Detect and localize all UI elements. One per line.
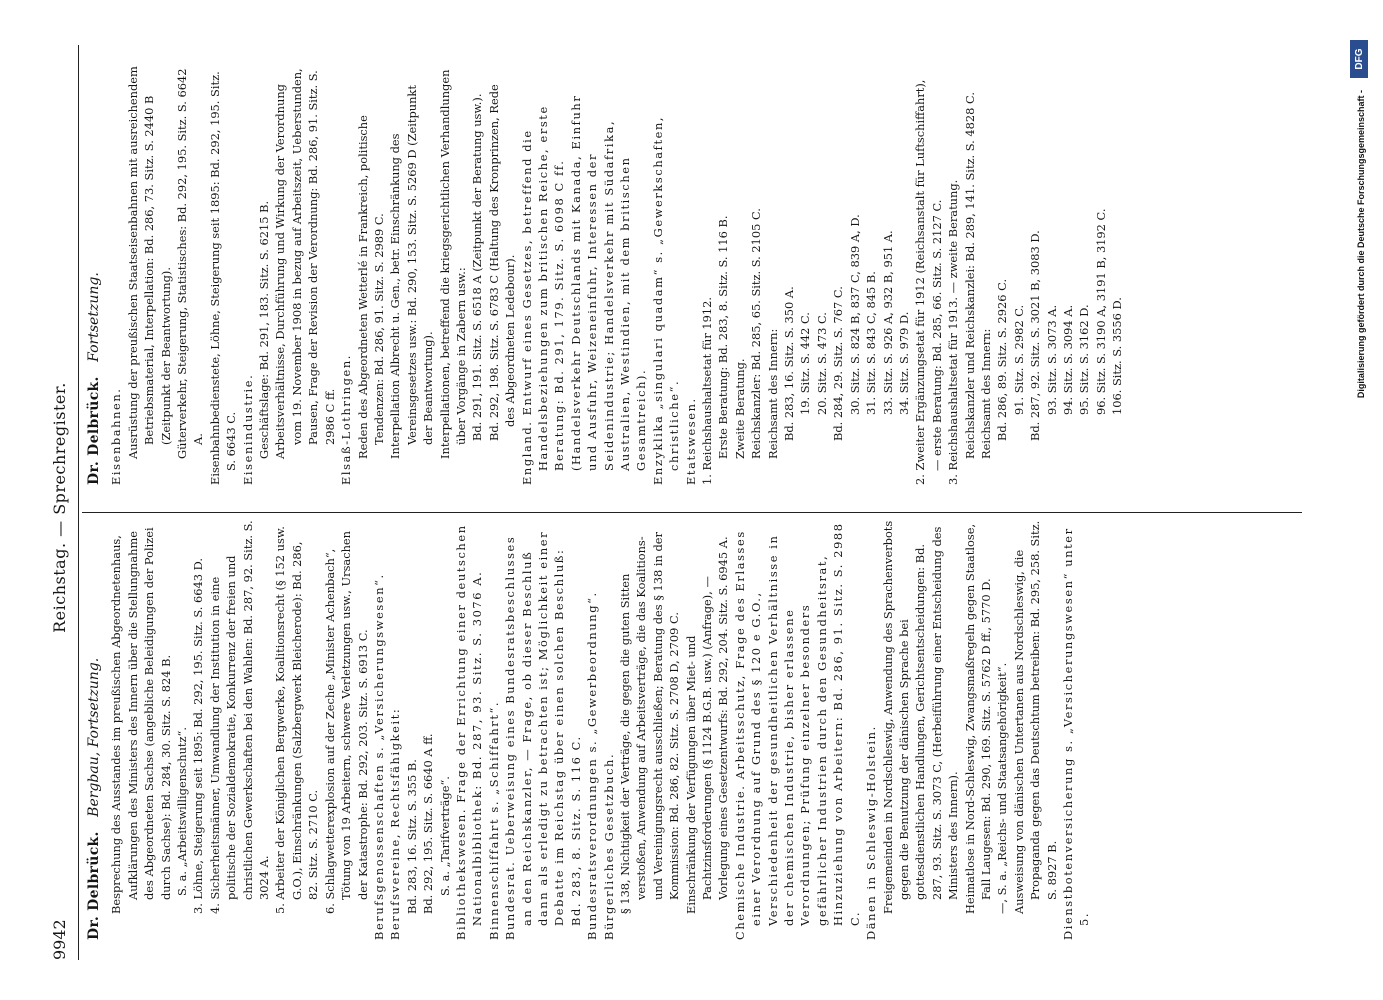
index-heading: Binnenschiffahrt s. „Schiffahrt“. [486, 700, 501, 940]
index-entry: 34. Sitz. S. 979 D. [896, 311, 911, 415]
index-entry: 2. Zweiter Ergänzungsetat für 1912 (Reichsanstalt für Luftschiffahrt), — erste Beratung: Bd. 285, 66. Sitz. S. 2127 C. [913, 79, 944, 485]
index-heading: Berufsvereine, Rechtsfähigkeit: [388, 707, 403, 940]
index-entry: 94. Sitz. S. 3094 A. [1060, 304, 1075, 415]
index-entry: Bd. 291, 191. Sitz. S. 6518 A (Zeitpunkt der Beratung usw.). [470, 93, 485, 441]
index-entry: Güterverkehr, Steigerung, Statistisches: Bd. 292, 195. Sitz. S. 6642 A. [175, 68, 206, 459]
index-heading: Dänen in Schleswig-Holstein. [864, 725, 879, 940]
index-entry: 4. Sicherheitsmänner, Umwandlung der Institution in eine politische der Sozialdemokratie, Konkurrenz der freien und christlichen Gewerkschaften bei den Wahlen: Bd. 287, 92. Sitz. S. 3024 A. [207, 520, 272, 914]
index-entry: Erste Beratung: Bd. 283, 8. Sitz. S. 116 B. [716, 215, 731, 459]
right-column-head [86, 65, 102, 485]
index-entry: 3. Löhne, Steigerung seit 1895: Bd. 292, 195. Sitz. S. 6643 D. [191, 558, 206, 914]
index-entry: Bd. 284, 29. Sitz. S. 767 C. [831, 286, 846, 441]
index-entry: Geschäftslage: Bd. 291, 183. Sitz. S. 6215 B. [257, 200, 272, 459]
index-entry: Ausweisung von dänischen Untertanen aus Nordschleswig, die Propaganda gegen das Deutschtum betreiben: Bd. 295, 258. Sitz. S. 8927 B. [1011, 520, 1059, 914]
index-entry: Reichsamt des Innern: [978, 328, 993, 459]
index-entry: Eisenbahnbedienstete, Löhne, Steigerung seit 1895: Bd. 292, 195. Sitz. S. 6643 C. [207, 71, 239, 485]
index-entry: 19. Sitz. S. 442 C. [798, 312, 813, 415]
index-entry: 6. Schlagwetterexplosion auf der Zeche „Minister Achenbach“, Tötung von 19 Arbeitern, schwere Verletzungen usw., Ursachen der Katastrophe: Bd. 292, 203. Sitz. S. 6913 C. [322, 531, 370, 914]
continuation-label: Fortsetzung. [86, 272, 102, 362]
index-entry: 95. Sitz. S. 3162 D. [1077, 304, 1092, 415]
header-rule [78, 45, 79, 960]
index-entry: Bd. 283, 16. Sitz. S. 350 A. [782, 286, 797, 441]
index-entry: 96. Sitz. S. 3190 A, 3191 B, 3192 C. [1093, 208, 1108, 415]
index-entry: Besprechung des Ausstandes im preußischen Abgeordnetenhaus, Aufklärungen des Ministers des Innern über die Stellungnahme des Abgeordneten Sachse (angebliche Beleidigungen der Polizei durch Sachse): Bd. 284, 30. Sitz. S. 824 B. [109, 527, 173, 914]
index-entry: 1. Reichshaushaltsetat für 1912. [700, 296, 715, 485]
index-heading: England. Entwurf eines Gesetzes, betreffend die Handelsbeziehungen zum britischen Reiche, erste Beratung: Bd. 291, 179. Sitz. S. 6098 C ff. (Handelsverkehr Deutschlands mit Kanada, Einfuhr und Ausfuhr, Weizeneinfuhr, Interessen der Seidenindustrie; Handelsverkehr mit Südafrika, Australien, Westindien, mit dem britischen Gesamtreich). [519, 94, 649, 485]
index-entry: Reichskanzler: Bd. 285, 65. Sitz. S. 2105 C. [749, 208, 764, 459]
index-entry: Reichskanzler und Reichskanzlei: Bd. 289, 141. Sitz. S. 4828 C. [962, 92, 977, 459]
index-entry: Bd. 287, 92. Sitz. S. 3021 B, 3083 D. [1028, 230, 1043, 441]
index-entry: S. a. „Arbeitswilligenschutz“. [175, 727, 190, 896]
page-footer [1346, 30, 1376, 970]
index-entry: 5. Arbeiter der Königlichen Bergwerke, Koalitionsrecht (§ 152 usw. G.O.), Einschränkungen (Salzbergwerk Bleicherode): Bd. 286, 82. Sitz. S. 2710 C. [273, 526, 321, 914]
index-heading: Chemische Industrie. Arbeitsschutz, Frage des Erlasses einer Verordnung auf Grund des § 120 e G.O., Verschiedenheit der gesundheitlichen Verhältnisse in der chemischen Industrie, bisher erlassene Verordnungen; Prüfung einzelner besonders gefährlicher Industrien durch den Gesundheitsrat, Hinzuziehung von Arbeitern: Bd. 286, 91. Sitz. S. 2988 C. [732, 522, 862, 940]
index-entry: Einschränkung der Verfügungen über Miet- und Pachtzinsforderungen (§ 1124 B.G.B. usw.) (Anfrage), — Vorlegung eines Gesetzentwurfs: Bd. 292, 204. Sitz. S. 6945 A. [683, 536, 731, 914]
left-column-head [86, 520, 102, 940]
right-column [86, 65, 1126, 485]
index-entry: Interpellationen, betreffend die kriegsgerichtlichen Verhandlungen über Vorgänge in Zabern usw.: [437, 69, 468, 459]
index-heading: Bürgerliches Gesetzbuch. [601, 752, 616, 940]
index-heading: Elsaß-Lothringen. [339, 353, 354, 485]
index-heading: Berufsgenossenschaften s. „Versicherungswesen“. [371, 573, 386, 940]
index-heading: Bundesrat. Ueberweisung eines Bundesratsbeschlusses an den Reichskanzler, — Frage, ob dieser Beschluß dann als erledigt zu betrachten ist; Möglichkeit einer Debatte im Reichstag über einen solchen Beschluß: Bd. 283, 8. Sitz. S. 116 C. [503, 530, 583, 940]
speaker-name: Dr. Delbrück. [86, 376, 102, 485]
index-heading: Bundesratsverordnungen s. „Gewerbeordnung“. [585, 591, 600, 940]
index-entry: 20. Sitz. S. 473 C. [814, 312, 829, 415]
speaker-name: Dr. Delbrück. [86, 831, 102, 940]
index-entry: Arbeitsverhältnisse, Durchführung und Wirkung der Verordnung vom 19. November 1908 in bezug auf Arbeitszeit, Ueberstunden, Pausen, Frage der Revision der Verordnung: Bd. 286, 91. Sitz. S. 2986 C ff. [273, 68, 337, 459]
index-entry: Reichsamt des Innern: [765, 328, 780, 459]
index-entry: Bd. 286, 89. Sitz. S. 2926 C. [995, 278, 1010, 441]
index-entry: Bd. 292, 198. Sitz. S. 6783 C (Haltung des Kronprinzen, Rede des Abgeordneten Ledebour). [486, 84, 518, 441]
index-entry: Bd. 292, 195. Sitz. S. 6640 A ff. [421, 733, 436, 914]
index-entry: Interpellation Albrecht u. Gen., betr. Einschränkung des Vereinsgesetzes usw.: Bd. 290, 153. Sitz. S. 5269 D (Zeitpunkt der Beantwortung). [388, 85, 436, 459]
index-entry: 91. Sitz. S. 2982 C. [1011, 304, 1026, 415]
index-entry: 3. Reichshaushaltsetat für 1913. — zweite Beratung. [946, 179, 961, 485]
index-entry: § 138, Nichtigkeit der Verträge, die gegen die guten Sitten verstoßen, Anwendung auf Arbeitsverträge, die das Koalitions- und Vereinigungsrecht ausschließen; Beratung des § 138 in der Kommission: Bd. 286, 82. Sitz. S. 2708 D, 2709 C. [618, 532, 682, 914]
digitization-credit: Digitalisierung gefördert durch die Deutsche Forschungsgemeinschaft - [1356, 90, 1366, 399]
page-header [40, 55, 70, 960]
index-entry: Freigemeinden in Nordschleswig, Anwendung des Sprachenverbots gegen die Benutzung der dänischen Sprache bei gottesdienstlichen Handlungen, Gerichtsentscheidungen: Bd. 287, 93. Sitz. S. 3073 C, (Herbeiführung einer Entscheidung des Ministers des Innern). [880, 520, 961, 914]
index-heading: Enzyklika „singulari quadam“ s. „Gewerkschaften, christliche“. [650, 115, 682, 485]
left-column [86, 520, 1093, 940]
running-head: Reichstag. — Sprechregister. [50, 382, 69, 633]
index-entry: 30. Sitz. S. 824 B, 837 C, 839 A, D. [847, 214, 862, 415]
index-entry: Zweite Beratung. [732, 358, 747, 459]
column-divider [82, 512, 1302, 513]
index-entry: Heimatlose in Nord-Schleswig, Zwangsmaßregeln gegen Staatlose, Fall Laugesen: Bd. 290, 169. Sitz. S. 5762 D ff., 5770 D. [962, 523, 993, 914]
index-entry: Bd. 283, 16. Sitz. S. 355 B. [404, 759, 419, 914]
index-entry: 93. Sitz. S. 3073 A. [1044, 304, 1059, 415]
index-heading: Etatswesen. [683, 397, 698, 485]
index-entry: Reden des Abgeordneten Wetterlé in Frankreich, politische Tendenzen: Bd. 286, 91. Sitz. S. 2989 C. [355, 115, 386, 459]
dfg-logo: DFG [1350, 40, 1368, 78]
continuation-label: Bergbau, Fortsetzung. [86, 657, 102, 817]
index-entry: 106. Sitz. S. 3556 D. [1110, 297, 1125, 415]
page-number: 9942 [50, 919, 69, 960]
index-heading: Eisenindustrie. [240, 373, 255, 485]
index-entry: 31. Sitz. S. 843 C, 845 B. [864, 271, 879, 415]
index-entry: 33. Sitz. S. 926 A, 932 B, 951 A. [880, 230, 895, 415]
index-heading: Eisenbahnen. [109, 387, 124, 485]
index-heading: Dienstbotenversicherung s. „Versicherungswesen“ unter 5. [1060, 527, 1092, 940]
index-entry: S. a. „Tarifverträge“. [437, 776, 452, 896]
index-heading: Bibliothekswesen. Frage der Errichtung einer deutschen Nationalbibliothek: Bd. 287, 93. Sitz. S. 3076 A. [453, 524, 485, 940]
index-entry: —, S. a. „Reichs- und Staatsangehörigkeit“. [995, 662, 1010, 914]
index-entry: Ausrüstung der preußischen Staatseisenbahnen mit ausreichendem Betriebsmaterial, Interpellation: Bd. 286, 73. Sitz. S. 2440 B (Zeitpunkt der Beantwortung). [125, 66, 173, 459]
